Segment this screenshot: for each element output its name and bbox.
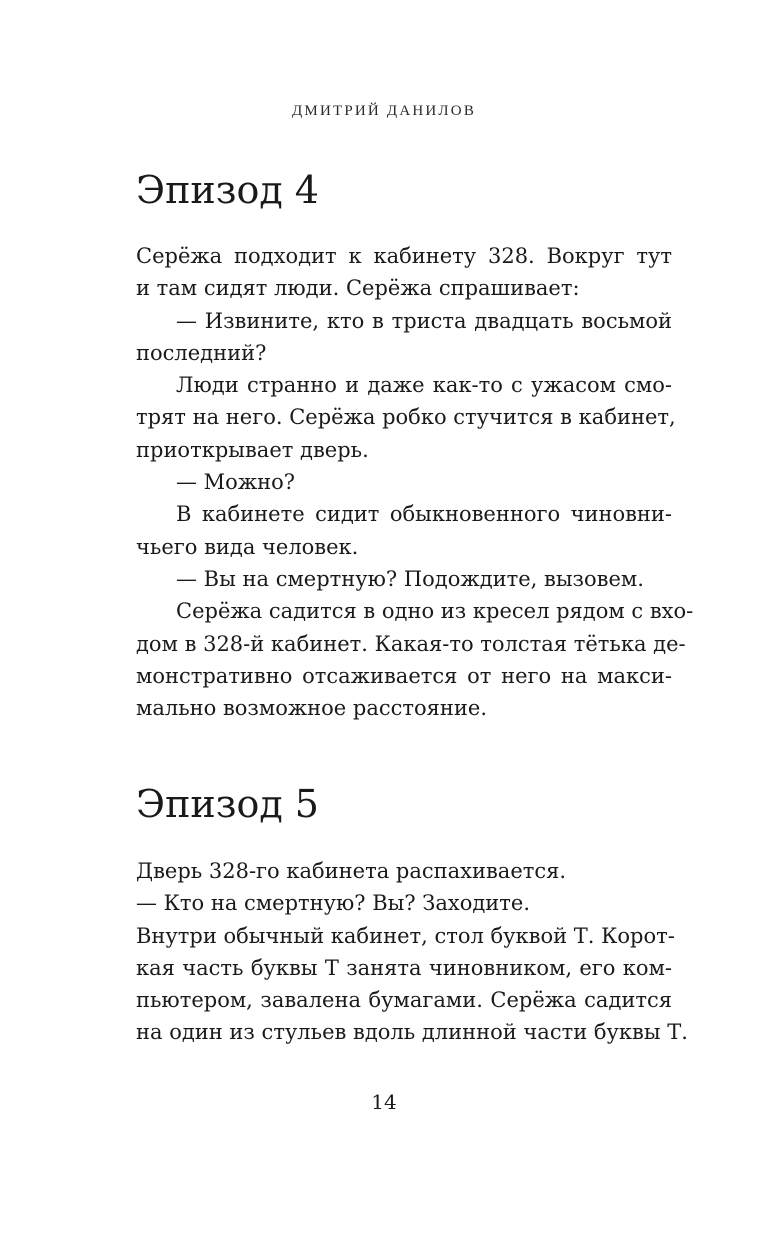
text-line: последний? (136, 340, 267, 365)
text-line: и там сидят люди. Серёжа спрашивает: (136, 276, 580, 301)
text-line: Люди странно и даже как-то с ужасом смо- (176, 373, 672, 398)
episode-4-text (136, 240, 694, 724)
page-number: 14 (371, 1090, 397, 1114)
text-line: монстративно отсаживается от него на макси- (136, 663, 672, 688)
text-line: — Можно? (176, 470, 296, 495)
running-head-author: ДМИТРИЙ ДАНИЛОВ (291, 103, 477, 119)
text-line: В кабинете сидит обыкновенного чиновни- (176, 502, 672, 527)
episode-4-title: Эпизод 4 (136, 168, 319, 212)
text-line: — Извините, кто в триста двадцать восьмой (176, 308, 672, 333)
text-line: — Вы на смертную? Подождите, вызовем. (176, 566, 644, 591)
text-line: приоткрывает дверь. (136, 437, 369, 462)
text-line: Серёжа садится в одно из кресел рядом с вхо- (176, 599, 694, 624)
text-line: дом в 328-й кабинет. Какая-то толстая тётька де- (136, 631, 686, 656)
text-line: Внутри обычный кабинет, стол буквой Т. Корот- (136, 923, 675, 948)
text-line: на один из стульев вдоль длинной части буквы Т. (136, 1020, 688, 1045)
text-line: мально возможное расстояние. (136, 696, 487, 721)
episode-5-text (136, 855, 688, 1049)
text-line: трят на него. Серёжа робко стучится в кабинет, (136, 405, 676, 430)
episode-5-title: Эпизод 5 (136, 782, 319, 826)
text-line: Серёжа подходит к кабинету 328. Вокруг тут (136, 244, 672, 268)
text-line: чьего вида человек. (136, 534, 359, 559)
text-line: — Кто на смертную? Вы? Заходите. (136, 891, 531, 916)
text-line: пьютером, завалена бумагами. Серёжа садится (136, 988, 672, 1013)
text-line: Дверь 328-го кабинета распахивается. (136, 859, 567, 883)
text-line: кая часть буквы Т занята чиновником, его ком- (136, 955, 672, 980)
